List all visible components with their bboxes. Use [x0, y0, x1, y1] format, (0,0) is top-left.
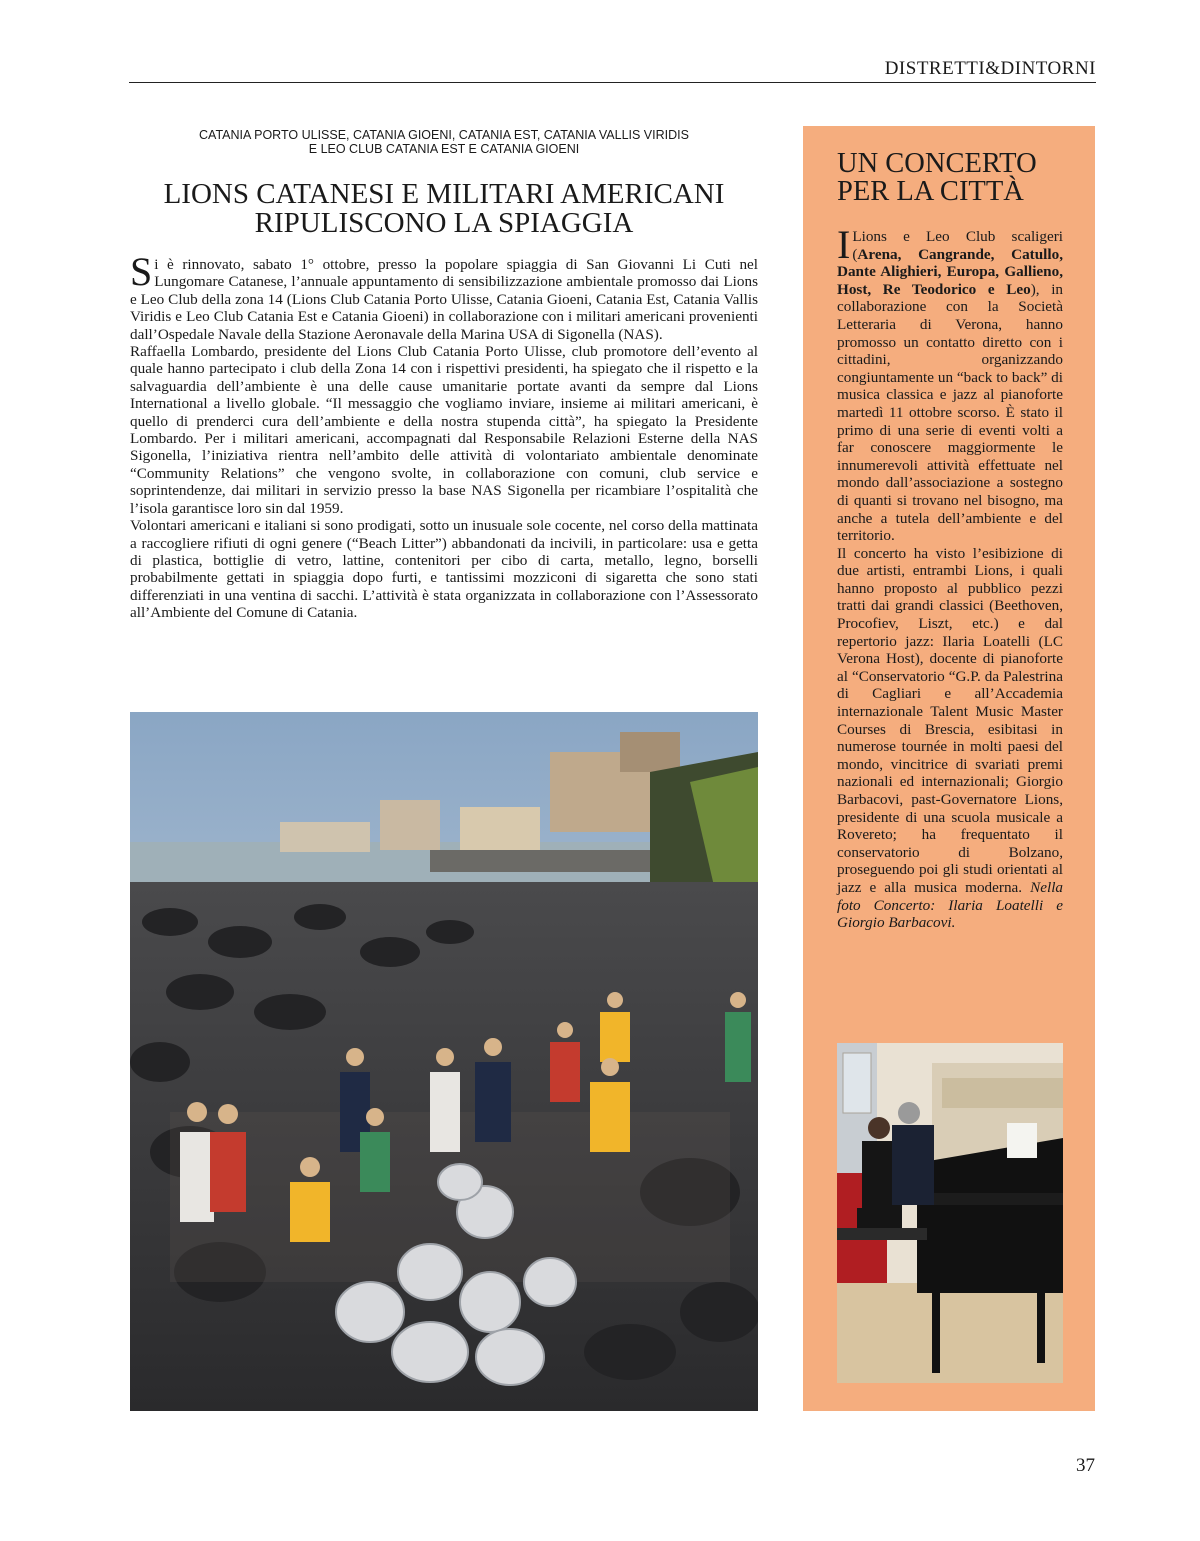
article-kicker	[130, 128, 758, 156]
beach-photo-illustration	[130, 712, 758, 1411]
sidebar-club-names: Arena, Cangrande, Catullo, Dante Alighieri, Europa, Gallieno, Host, Re Teodorico e Leo	[837, 245, 1063, 298]
article-paragraph-2: Raffaella Lombardo, presidente del Lions Club Catania Porto Ulisse, club promotore dell’evento al quale hanno partecipato i club della Zona 14 con i rispettivi presidenti, ha spiegato che il rispetto e la salvaguardia dell’ambiente è una delle cause umanitarie portate avanti da sempre dal Lions International a livello globale. “Il messaggio che vogliamo inviare, insieme ai militari americani, è quello di prenderci cura dell’ambiente e della nostra stupenda città”, ha spiegato la Presidente Lombardo. Per i militari americani, accompagnati dal Responsabile Relazioni Esterne della NAS Sigonella, l’iniziativa rientra nell’ambito delle attività di volontariato ambientale denominate “Community Relations” che vengono svolte, in collaborazione con comuni, club service e soprintendenze, dai militari in servizio presso la base NAS Sigonella per ricambiare l’ospitalità che l’isola garantisce loro sin dal 1959.	[130, 343, 758, 517]
sidebar-drop-cap: I	[837, 222, 851, 267]
kicker-line-1: CATANIA PORTO ULISSE, CATANIA GIOENI, CATANIA EST, CATANIA VALLIS VIRIDIS	[199, 128, 689, 142]
sidebar-title-line-1: UN CONCERTO	[837, 148, 1037, 179]
article-body	[130, 249, 758, 622]
sidebar-paragraph-1-rest: ), in collaborazione con la Società Letteraria di Verona, hanno promosso un contatto diretto con i cittadini, organizzando congiuntamente un “back to back” di musica classica e jazz al pianoforte martedì 11 ottobre scorso. È stato il primo di una serie di eventi volti a far conoscere maggiormente le innumerevoli attività effettuate nel mondo dall’associazione a sostegno di quanti si trovano nel bisogno, ma anche a tutela dell’ambiente e del territorio.	[837, 280, 1064, 545]
header-rule	[129, 82, 1096, 83]
sidebar-paragraph-2	[837, 545, 1063, 932]
concert-photo	[837, 1043, 1063, 1383]
article-paragraph-1	[130, 249, 758, 343]
sidebar-paragraph-2-text: Il concerto ha visto l’esibizione di due artisti, entrambi Lions, i quali hanno proposto al pubblico pezzi tratti dai grandi classici (Beethoven, Procofiev, Liszt, etc.) e dal repertorio jazz: Ilaria Loatelli (LC Verona Host), docente di pianoforte al “Conservatorio “G.P. da Palestrina di Cagliari e all’Accademia internazionale Talent Music Master Courses di Brescia, esibitasi in numerose tournée in molti paesi del mondo, vincitrice di svariati premi nazionali ed internazionali; Giorgio Barbacovi, past-Governatore Lions, presidente di una scuola musicale a Rovereto; ha frequentato il conservatorio di Bolzano, proseguendo poi gli studi orientati al jazz e alla musica moderna.	[837, 544, 1063, 896]
article-title	[130, 180, 758, 238]
drop-cap: S	[130, 249, 153, 294]
concert-photo-illustration	[837, 1043, 1063, 1383]
title-line-2: RIPULISCONO LA SPIAGGIA	[254, 207, 634, 239]
sidebar-title-line-2: PER LA CITTÀ	[837, 176, 1024, 207]
article-paragraph-3: Volontari americani e italiani si sono prodigati, sotto un inusuale sole cocente, nel corso della mattinata a raccogliere rifiuti di ogni genere (“Beach Litter”) abbandonati da incivili, in particolare: usa e getta di plastica, bottiglie di vetro, lattine, contenitori per cibo di carta, metallo, legno, borselli probabilmente gettati in spiaggia dopo furti, e tantissimi mozziconi di sigaretta che sono stati differenziati in una ventina di sacchi. L’attività è stata organizzata in collaborazione con l’Assessorato all’Ambiente del Comune di Catania.	[130, 517, 758, 622]
title-line-1: LIONS CATANESI E MILITARI AMERICANI	[163, 178, 725, 210]
kicker-line-2: E LEO CLUB CATANIA EST E CATANIA GIOENI	[308, 142, 580, 156]
beach-cleanup-photo	[130, 712, 758, 1411]
sidebar-intro: Lions e Leo Club scaligeri (	[852, 228, 1063, 263]
photo-caption: Nella foto Concerto: Ilaria Loatelli e Giorgio Barbacovi.	[837, 878, 1064, 932]
page-number: 37	[1076, 1455, 1095, 1476]
paragraph-text: i è rinnovato, sabato 1° ottobre, presso la popolare spiaggia di San Giovanni Li Cuti nel Lungomare Catanese, l’annuale appuntamento di sensibilizzazione ambientale promosso dai Lions e Leo Club della zona 14 (Lions Club Catania Porto Ulisse, Catania Gioeni, Catania Est, Catania Vallis Viridis e Leo Club Catania Est e Catania Gioeni) in collaborazione con i militari americani provenienti dall’Ospedale Navale della Stazione Aeronavale della Marina USA di Sigonella (NAS).	[130, 256, 758, 343]
sidebar-body	[837, 222, 1064, 932]
sidebar-title	[837, 150, 1077, 206]
section-header: DISTRETTI&DINTORNI	[884, 58, 1096, 79]
sidebar-paragraph-1	[837, 222, 1064, 545]
